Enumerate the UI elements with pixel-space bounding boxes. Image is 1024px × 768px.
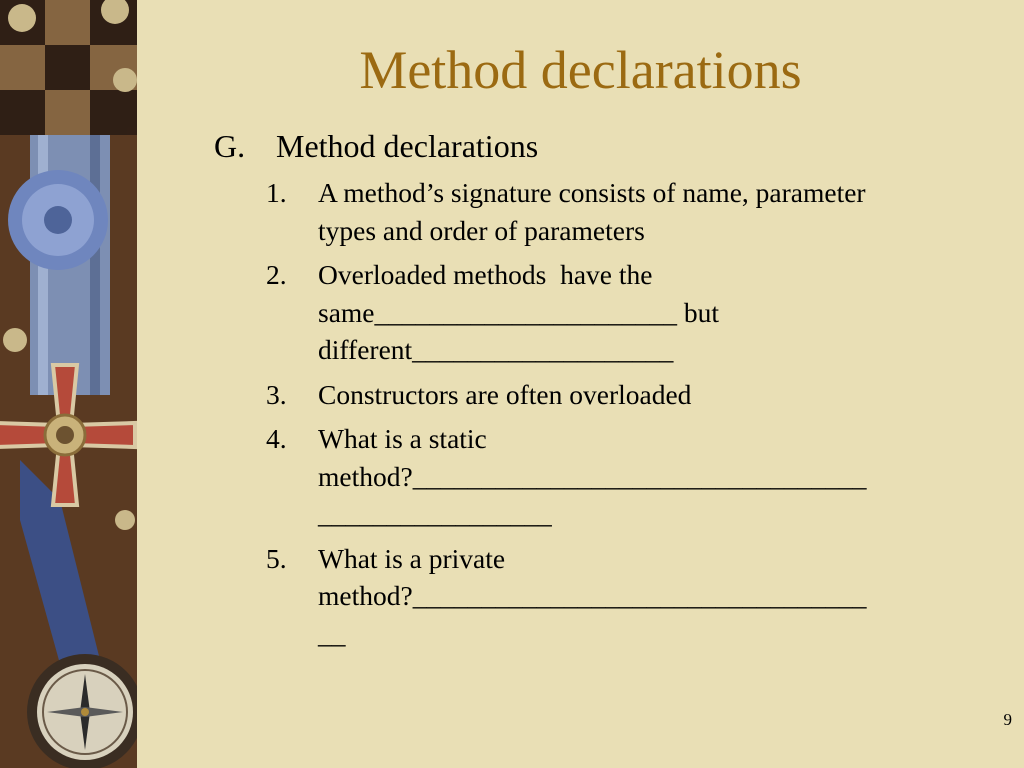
list-item-line: What is a static: [318, 423, 487, 454]
list-item-number: 1.: [266, 177, 287, 208]
list-item-line: different___________________: [318, 334, 674, 365]
outline-heading-text: Method declarations: [276, 128, 539, 164]
list-item: [214, 256, 1014, 369]
numbered-list: [214, 174, 1014, 652]
list-item-line: _________________: [318, 498, 552, 529]
list-item-line: What is a private: [318, 542, 506, 574]
list-item: [214, 540, 1014, 653]
decorative-medal-image: [0, 0, 137, 768]
list-item-line: same______________________ but: [318, 296, 720, 328]
list-item-line: Overloaded methods have the: [318, 259, 653, 290]
list-item-number: 2.: [266, 259, 287, 290]
list-item: [214, 376, 1014, 414]
list-item: [214, 174, 1014, 249]
list-item-line: types and order of parameters: [318, 214, 645, 246]
page-number: 9: [1003, 710, 1012, 729]
list-item-line: method?_________________________________: [318, 580, 867, 611]
slide-body: [214, 126, 1014, 659]
list-item-line: __: [318, 617, 346, 649]
outline-marker: G.: [214, 128, 246, 164]
list-item-line: A method’s signature consists of name, parameter: [318, 177, 866, 208]
list-item-line: method?_________________________________: [318, 460, 867, 492]
outline-heading: [214, 126, 1014, 166]
list-item-number: 3.: [266, 378, 287, 410]
list-item: [214, 420, 1014, 533]
slide-title: Method declarations: [359, 40, 802, 100]
list-item-number: 4.: [266, 423, 287, 454]
list-item-line: Constructors are often overloaded: [318, 378, 692, 410]
list-item-number: 5.: [266, 542, 287, 574]
